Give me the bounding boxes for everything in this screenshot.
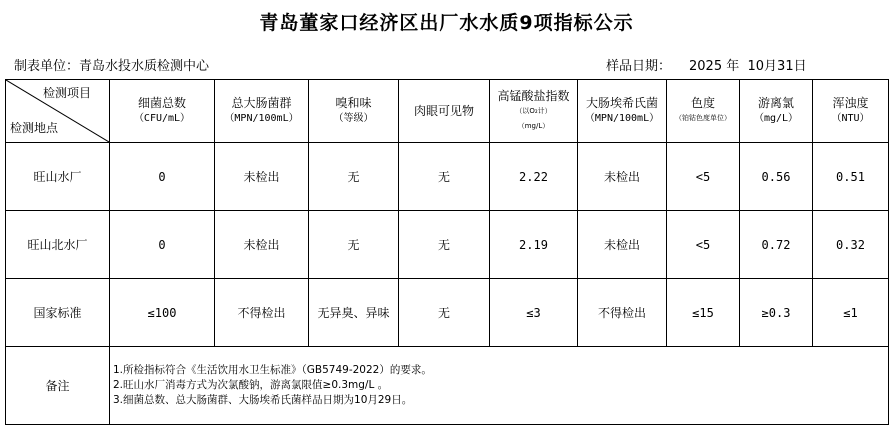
value-cell: 0 xyxy=(110,143,215,211)
value-cell: 未检出 xyxy=(215,211,309,279)
value-cell: 未检出 xyxy=(578,211,667,279)
column-unit-secondary: （mg/L） xyxy=(517,121,550,130)
column-unit: （NTU） xyxy=(831,113,870,124)
value-cell: <5 xyxy=(667,211,740,279)
header-row xyxy=(6,80,889,143)
corner-item-label: 检测项目 xyxy=(42,86,91,100)
value-cell: 2.19 xyxy=(490,211,578,279)
value-cell: 未检出 xyxy=(578,143,667,211)
notes-cell xyxy=(110,347,889,425)
value-cell: 0.72 xyxy=(740,211,813,279)
column-unit: （MPN/100mL） xyxy=(224,113,299,124)
sample-date xyxy=(606,55,807,74)
table-row xyxy=(6,143,889,211)
issuing-unit: 制表单位：青岛水投水质检测中心 xyxy=(14,59,210,74)
site-cell: 旺山水厂 xyxy=(6,143,110,211)
column-header xyxy=(813,80,889,143)
column-header xyxy=(740,80,813,143)
value-cell: ≥0.3 xyxy=(740,279,813,347)
corner-header-cell xyxy=(6,80,110,143)
value-cell: ≤3 xyxy=(490,279,578,347)
value-cell: 无 xyxy=(399,211,490,279)
value-cell: ≤1 xyxy=(813,279,889,347)
column-unit: （铂钴色度单位） xyxy=(675,114,731,122)
value-cell: 0.56 xyxy=(740,143,813,211)
column-unit: （CFU/mL） xyxy=(133,113,191,124)
column-header xyxy=(110,80,215,143)
value-cell: 无 xyxy=(309,143,399,211)
value-cell: 不得检出 xyxy=(578,279,667,347)
sample-date-year: 2025 年 xyxy=(689,59,740,74)
column-header xyxy=(309,80,399,143)
water-quality-table xyxy=(5,79,889,425)
value-cell: 2.22 xyxy=(490,143,578,211)
column-name: 嗅和味 xyxy=(335,96,372,110)
note-line: 3.细菌总数、总大肠菌群、大肠埃希氏菌样品日期为10月29日。 xyxy=(113,394,413,406)
column-name: 细菌总数 xyxy=(137,96,186,110)
column-name: 肉眼可见物 xyxy=(413,103,474,118)
value-cell: 无异臭、异味 xyxy=(309,279,399,347)
column-name: 总大肠菌群 xyxy=(231,96,292,110)
table-row xyxy=(6,279,889,347)
sample-date-monthday: 10月31日 xyxy=(747,59,807,74)
sample-date-label: 样品日期： xyxy=(606,59,672,74)
table-row xyxy=(6,211,889,279)
column-name: 大肠埃希氏菌 xyxy=(585,96,658,110)
value-cell: 0.51 xyxy=(813,143,889,211)
column-header xyxy=(578,80,667,143)
column-name: 浑浊度 xyxy=(832,96,869,110)
column-unit: （以O₂计） xyxy=(515,106,552,115)
column-header xyxy=(667,80,740,143)
value-cell: 无 xyxy=(399,279,490,347)
column-header xyxy=(399,80,490,143)
note-line: 1.所检指标符合《生活饮用水卫生标准》（GB5749-2022）的要求。 xyxy=(113,364,432,376)
note-line: 2.旺山水厂消毒方式为次氯酸钠，游离氯限值≥0.3mg/L 。 xyxy=(113,379,389,391)
column-name: 色度 xyxy=(690,96,715,110)
value-cell: 不得检出 xyxy=(215,279,309,347)
value-cell: 0.32 xyxy=(813,211,889,279)
site-cell: 旺山北水厂 xyxy=(6,211,110,279)
value-cell: ≤100 xyxy=(110,279,215,347)
value-cell: 未检出 xyxy=(215,143,309,211)
value-cell: 无 xyxy=(309,211,399,279)
column-header xyxy=(215,80,309,143)
notes-row xyxy=(6,347,889,425)
column-unit: （等级） xyxy=(333,113,374,124)
column-name: 游离氯 xyxy=(757,96,794,110)
value-cell: 无 xyxy=(399,143,490,211)
site-cell: 国家标准 xyxy=(6,279,110,347)
column-name: 高锰酸盐指数 xyxy=(497,88,570,103)
value-cell: ≤15 xyxy=(667,279,740,347)
value-cell: <5 xyxy=(667,143,740,211)
value-cell: 0 xyxy=(110,211,215,279)
page-title: 青岛董家口经济区出厂水水质9项指标公示 xyxy=(259,12,634,34)
column-unit: （MPN/100mL） xyxy=(584,113,660,124)
column-header xyxy=(490,80,578,143)
column-unit: （mg/L） xyxy=(753,113,799,124)
notes-label: 备注 xyxy=(6,347,110,425)
corner-site-label: 检测地点 xyxy=(10,121,59,135)
